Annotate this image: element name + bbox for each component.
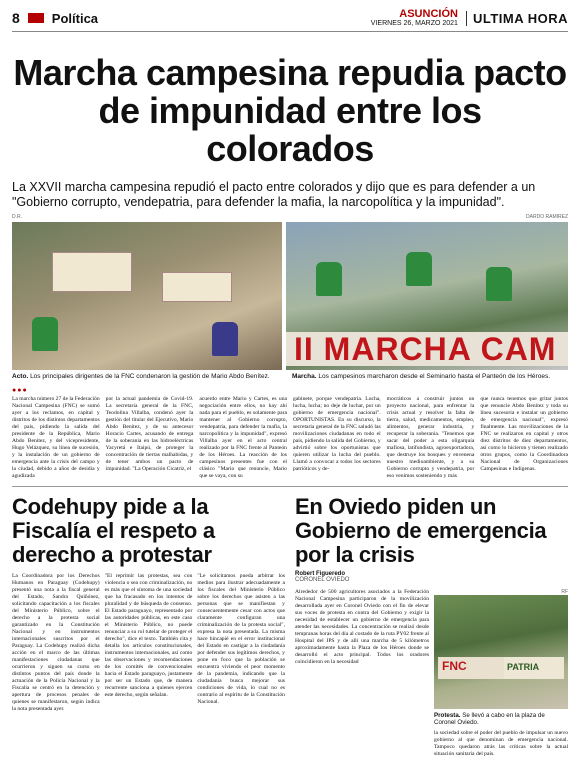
photo-rally-speakers xyxy=(12,222,282,370)
photo-oviedo-protest xyxy=(434,595,568,709)
person-shape xyxy=(406,252,432,286)
main-col: gabinete, porque vendepatria. Lucha, lucha, lucha; no deje de luchar, por un gobierno de emergencia nacional". OPORTUNISTAS. En su discurso, la secretaria general de la FNC saludó las movilizaciones ciudadanas en todo el país, pidiendo la salida del Gobierno, y advirtió sobre los oportunistas que quieren utilizar la lucha del pueblo. Llamó a convocar a todos los sectores patrióticos y de- xyxy=(292,396,381,472)
dateline-date: VIERNES 26, MARZO 2021 xyxy=(370,20,458,27)
codehupy-headline: Codehupy pide a la Fiscalía el respeto a derecho a protestar xyxy=(12,494,215,567)
caption-right-text: Los campesinos marcharon desde el Seminario hasta el Panteón de los Héroes. xyxy=(318,373,550,380)
byline-name: Robert Figueredo xyxy=(295,571,346,577)
section-name: Política xyxy=(51,10,99,26)
newspaper-label: ULTIMA HORA xyxy=(466,11,568,26)
section-marker xyxy=(28,13,44,23)
oviedo-col-with-photo xyxy=(434,589,568,758)
page-number: 8 xyxy=(12,10,20,26)
oviedo-col: Alrededor de 500 agricultores asociados a la Federación Nacional Campesina participaron de la movilización desarrollada ayer en Coronel Oviedo con el fin de elevar sus voces de protesta en contra del Gobierno y exigir la necesidad de establecer un gobierno de emergencia para atender las necesidades. La concentración se realizó desde tempranas horas del día al costado de la ruta PY02 frente al Hospital del IPS y de allí una marcha de 5 kilómetros aproximadamente hasta la Plaza de los Héroes donde se desarrolló el acto principal. Todos los oradores coincidieron en la necesidad xyxy=(295,589,429,665)
codehupy-col: "El reprimir las protestas, sea con violencia o sea con criminalización, no es más que el síntoma de una sociedad que ha fracasado en los intentos de pluralidad y de búsqueda de consenso. El Estado paraguayo, representado por las autoridades públicas, en este caso el Ministerio Público, no puede renunciar a su rol tutelar de proteger el derecho", dice el texto. También cita y detalla los artículos constitucionales, instrumentos internacionales, así como las observaciones y recomendaciones de los comités de convencionales hacia el Estado paraguayo, justamente por ser un Estado que, de manera recurrente sanciona a quienes ejercen este derecho, según señalan. xyxy=(104,573,193,698)
story-oviedo xyxy=(295,495,568,758)
lower-stories xyxy=(12,495,568,758)
photo-march-banner xyxy=(286,222,568,370)
oviedo-photo-credit: RF xyxy=(561,589,568,595)
oviedo-col: la sociedad sobre el poder del pueblo de impulsar un nuevo gobierno al que denominan de emergencia nacional. Tampoco quedaron atrás las críticas sobre la actual situación sanitaria del país. xyxy=(434,730,568,757)
section-divider xyxy=(12,486,568,487)
person-shape xyxy=(486,267,512,301)
oviedo-banner-a-text: FNC xyxy=(442,659,467,673)
oviedo-caption xyxy=(434,712,568,726)
codehupy-col: "Le solicitamos pueda arbitrar los medios para ilustrar adecuadamente a los fiscales del Ministerio Público sobre los derechos que asisten a las personas que se manifiestan y consecuentemente cesar con actos que claramente configuran una criminalización de la protesta social", expresa la nota presentada. La misma hace hincapié en el error institucional del Estado en castigar a la ciudadanía por defender sus legítimos derechos, y pone en foco que la población se encuentra viviendo el peor momento de la pandemia, indicando que la ciudadanía busca mejorar sus condiciones de vida, lo cual no es contrario al espíritu de la Constitución Nacional. xyxy=(197,573,285,705)
person-shape xyxy=(32,317,58,351)
oviedo-banner-b-text: PATRIA xyxy=(507,662,540,672)
caption-left-text: Los principales dirigentes de la FNC condenaron la gestión de Mario Abdo Benítez. xyxy=(30,373,270,380)
oviedo-byline xyxy=(295,571,568,583)
main-story-columns xyxy=(12,396,568,480)
dateline xyxy=(371,9,458,27)
photo-credit-right: DARDO RAMIREZ xyxy=(526,214,568,220)
main-subhead: La XXVII marcha campesina repudió el pacto entre colorados y dijo que es para defender a un "Gobierno corrupto, vendepatria, para defender la mafia, la narcopolítica y la impunidad". xyxy=(12,180,536,209)
photo-credit-left: D.R. xyxy=(12,214,22,220)
march-banner-text: II MARCHA CAM xyxy=(294,331,557,367)
oviedo-banner-b xyxy=(504,657,564,679)
photo-captions xyxy=(12,373,568,380)
oviedo-columns xyxy=(295,589,568,758)
page-header xyxy=(12,8,568,32)
codehupy-columns xyxy=(12,573,285,713)
oviedo-caption-label: Protesta. xyxy=(434,712,461,719)
protest-sign-shape xyxy=(162,272,232,302)
main-col: que nunca tenemos que gritar juntos que renuncie Abdo Benítez y toda su línea sucesoria e instalar un gobierno de emergencia nacional", expresó finalmente. Las movilizaciones de la FNC se realizaron en capital y otros diez distritos de diez departamentos, así como lo hicieron y tienen realizado otros grupos, como la Coordinadora Nacional de Organizaciones Campesinas e Indígenas. xyxy=(480,396,568,472)
main-col: acuerdo entre Mario y Cartes, es una negociación entre ellos, no hay ahí nada para el pueblo, es solamente para mantener al Gobierno corrupto, vendepatria, para defender la mafia, la narcopolítica y la impunidad", expresó Villalba ayer en el acto central realizado por la FNC frente al Panteón de los Héroes. La reacción de los campesinos presentes fue con el clásico "Mario que renuncie, Mario que se vaya, con su xyxy=(199,396,287,479)
main-col: mocráticos a construir juntos un proyecto nacional, para enfrentar la crisis actual y resolver la falta de tierra, salud, medicamentos, empleo, alimentos, generar industria, y recuperar la soberanía. "Tenemos que sacar del poder a esta oligarquía mafiosa, latifundista, agroexportadora, que destruye los bosques y envenena nuestro medioambiente, y a su Gobierno corrupto y vendepatria, por eso venimos sosteniendo y más xyxy=(386,396,475,479)
march-banner xyxy=(286,332,568,366)
protest-banner-shape xyxy=(52,252,132,292)
caption-right xyxy=(292,373,568,380)
dateline-city: ASUNCIÓN xyxy=(399,8,458,20)
story-codehupy xyxy=(12,495,285,758)
oviedo-headline: En Oviedo piden un Gobierno de emergencia por la crisis xyxy=(295,494,547,567)
story-bullets: ●●● xyxy=(12,386,28,394)
oviedo-caption-text: Se llevó a cabo en la plaza de Coronel Oviedo. xyxy=(434,712,545,726)
caption-left xyxy=(12,373,288,380)
caption-left-label: Acto. xyxy=(12,373,29,380)
byline-place: CORONEL OVIEDO xyxy=(295,577,350,583)
photo-row xyxy=(12,222,568,370)
main-col: por la actual pandemia de Covid-19. La secretaria general de la FNC, Teodolina Villalba, condenó ayer la gestión del titular del Ejecutivo, Mario Abdo Benítez, y de su antecesor Horacio Cartes, acusando de entrega de la soberanía en las hidroeléctricas Yacyretá e Itaipú, de proteger la concentración de tierras malhabidas, y de tener ambos un pacto de impunidad. "La Operación Cicatriz, el xyxy=(105,396,194,472)
photo-credits xyxy=(12,214,568,220)
main-headline: Marcha campesina repudia pacto de impunidad entre los colorados xyxy=(13,52,567,169)
codehupy-col: La Coordinadora por los Derechos Humanos en Paraguay (Codehupy) presentó una nota a la fiscal general del Estado, Sandra Quiñónez, solicitando capacitación a los fiscales del Ministerio Público, sobre el derecho a la protesta social garantizado en la Constitución Nacional y en instrumentos internacionales suscritos por el Paraguay. La Codehupy realizó dicha acción en el marco de las últimas manifestaciones ciudadanas que ocurrieron y siguen su curso en distintos puntos del país donde la actuación de la Policía Nacional y la Fiscalía se centró en la detención y apertura de procesos penales de quienes se manifestaron, según indica la nota presentada ayer. xyxy=(12,573,100,712)
person-shape xyxy=(316,262,342,296)
main-col: La marcha número 27 de la Federación Nacional Campesina (FNC) se sumó ayer a los reclamos, en capital y distritos de los distintos departamentos del país, pidiendo la salida del presidente de la República, Mario Abdo Benítez, y del vicepresidente, Hugo Velázquez, su línea de sucesión, y la instalación de un gobierno de emergencia ante la crisis del campo y la ciudad, debido a años de desidia y agudizada xyxy=(12,396,100,479)
person-shape xyxy=(212,322,238,356)
caption-right-label: Marcha. xyxy=(292,373,317,380)
